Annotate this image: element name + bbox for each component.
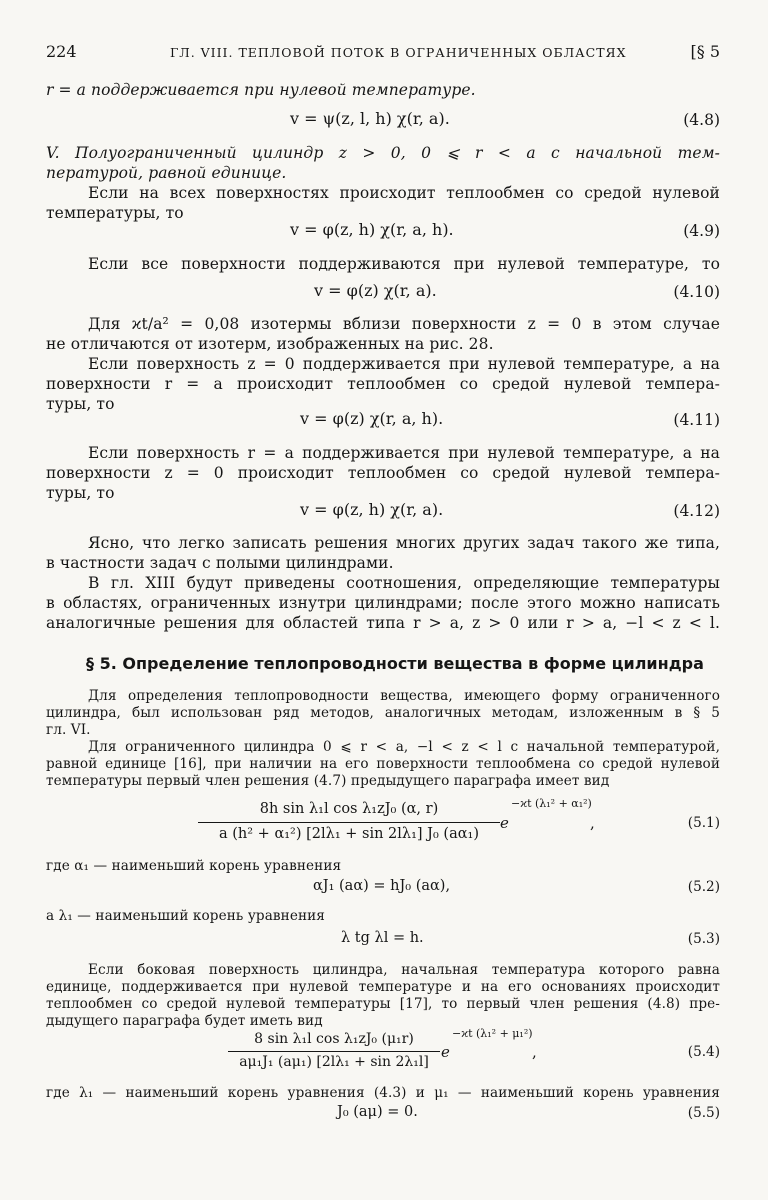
paragraph-line: где λ₁ — наименьший корень уравнения (4.3) и μ₁ — наименьший корень уравнения (46, 1085, 720, 1101)
paragraph-line: Ясно, что легко записать решения многих других задач такого же типа, (88, 534, 720, 552)
equation-number-4-12: (4.12) (673, 502, 720, 520)
punctuation: , (532, 1043, 537, 1061)
equation-4-10: v = φ(z) χ(r, a). (314, 281, 437, 300)
text-line: r = a поддерживается при нулевой температуре. (46, 81, 476, 99)
equation-5-4-exponent: −ϰt (λ₁² + μ₁²) (452, 1027, 533, 1040)
equation-4-9: v = φ(z, h) χ(r, a, h). (290, 220, 454, 239)
exponential-base: e (441, 1043, 450, 1061)
equation-5-1-numerator: 8h sin λ₁l cos λ₁zJ₀ (α, r) (259, 801, 439, 817)
punctuation: , (590, 814, 595, 832)
equation-number-4-8: (4.8) (683, 111, 720, 129)
paragraph-line: туры, то (46, 484, 115, 502)
paragraph-line: единице, поддерживается при нулевой температуре и на его основаниях происходит (46, 979, 720, 995)
paragraph-line: где α₁ — наименьший корень уравнения (46, 858, 342, 874)
paragraph-line: в частности задач с полыми цилиндрами. (46, 554, 394, 572)
paragraph-line: Если поверхность r = a поддерживается при нулевой температуре, а на (88, 444, 720, 462)
equation-number-4-10: (4.10) (673, 283, 720, 301)
paragraph-line: цилиндра, был использован ряд методов, аналогичных методам, изложенным в § 5 (46, 705, 720, 721)
running-title: ГЛ. VIII. ТЕПЛОВОЙ ПОТОК В ОГРАНИЧЕННЫХ ОБЛАСТЯХ (170, 45, 627, 60)
case-v-heading: V. Полуограниченный цилиндр z > 0, 0 ⩽ r < a с начальной тем- (46, 144, 720, 162)
paragraph-line: гл. VI. (46, 722, 91, 738)
fraction-bar (228, 1051, 440, 1052)
section-heading: § 5. Определение теплопроводности вещества в форме цилиндра (86, 654, 704, 673)
equation-5-4-numerator: 8 sin λ₁l cos λ₁zJ₀ (μ₁r) (254, 1031, 414, 1047)
paragraph-line: не отличаются от изотерм, изображенных на рис. 28. (46, 335, 494, 353)
equation-4-12: v = φ(z, h) χ(r, a). (300, 500, 444, 519)
paragraph-line: В гл. XIII будут приведены соотношения, определяющие температуры (88, 574, 720, 592)
paragraph-line: дыдущего параграфа будет иметь вид (46, 1013, 323, 1029)
paragraph-line: равной единице [16], при наличии на его поверхности теплообмена со средой нулевой (46, 756, 720, 772)
equation-number-5-3: (5.3) (687, 931, 720, 947)
equation-5-1-denominator: a (h² + α₁²) [2lλ₁ + sin 2lλ₁] J₀ (aα₁) (219, 826, 479, 842)
paragraph-line: Если на всех поверхностях происходит теплообмен со средой нулевой (88, 184, 720, 202)
paragraph-line: Если боковая поверхность цилиндра, начальная температура которого равна (88, 962, 720, 978)
paragraph-line: температуры, то (46, 204, 184, 222)
paragraph-line: а λ₁ — наименьший корень уравнения (46, 908, 325, 924)
exponential-base: e (500, 814, 509, 832)
equation-4-8: v = ψ(z, l, h) χ(r, a). (290, 109, 450, 128)
paragraph-line: теплообмен со средой нулевой температуры [17], то первый член решения (4.8) пре- (46, 996, 720, 1012)
fraction-bar (198, 822, 500, 823)
equation-5-4-denominator: aμ₁J₁ (aμ₁) [2lλ₁ + sin 2λ₁l] (239, 1054, 429, 1070)
equation-5-5: J₀ (aμ) = 0. (337, 1104, 418, 1120)
paragraph-line: туры, то (46, 395, 115, 413)
paragraph-line: поверхности z = 0 происходит теплообмен со средой нулевой темпера- (46, 464, 720, 482)
equation-number-5-2: (5.2) (687, 879, 720, 895)
page-number: 224 (46, 42, 77, 61)
case-v-heading-cont: пературой, равной единице. (46, 164, 287, 182)
paragraph-line: поверхности r = a происходит теплообмен со средой нулевой темпера- (46, 375, 720, 393)
paragraph-line: в областях, ограниченных изнутри цилиндрами; после этого можно написать (46, 594, 720, 612)
paragraph-line: температуры первый член решения (4.7) предыдущего параграфа имеет вид (46, 773, 610, 789)
equation-number-5-5: (5.5) (687, 1105, 720, 1121)
paragraph-line: Если все поверхности поддерживаются при нулевой температуре, то (88, 255, 720, 273)
equation-5-1-exponent: −ϰt (λ₁² + α₁²) (511, 797, 592, 810)
equation-number-5-4: (5.4) (687, 1044, 720, 1060)
paragraph-line: Если поверхность z = 0 поддерживается при нулевой температуре, а на (88, 355, 720, 373)
equation-5-2: αJ₁ (aα) = hJ₀ (aα), (313, 878, 451, 894)
equation-number-4-9: (4.9) (683, 222, 720, 240)
section-reference: [§ 5 (690, 42, 720, 61)
paragraph-line: Для ϰt/a² = 0,08 изотермы вблизи поверхности z = 0 в этом случае (88, 315, 720, 333)
equation-number-5-1: (5.1) (687, 815, 720, 831)
equation-number-4-11: (4.11) (673, 411, 720, 429)
paragraph-line: аналогичные решения для областей типа r > a, z > 0 или r > a, −l < z < l. (46, 614, 720, 632)
paragraph-line: Для определения теплопроводности вещества, имеющего форму ограниченного (88, 688, 720, 704)
equation-4-11: v = φ(z) χ(r, a, h). (300, 409, 444, 428)
paragraph-line: Для ограниченного цилиндра 0 ⩽ r < a, −l < z < l с начальной температурой, (88, 739, 720, 755)
equation-5-3: λ tg λl = h. (341, 930, 424, 946)
